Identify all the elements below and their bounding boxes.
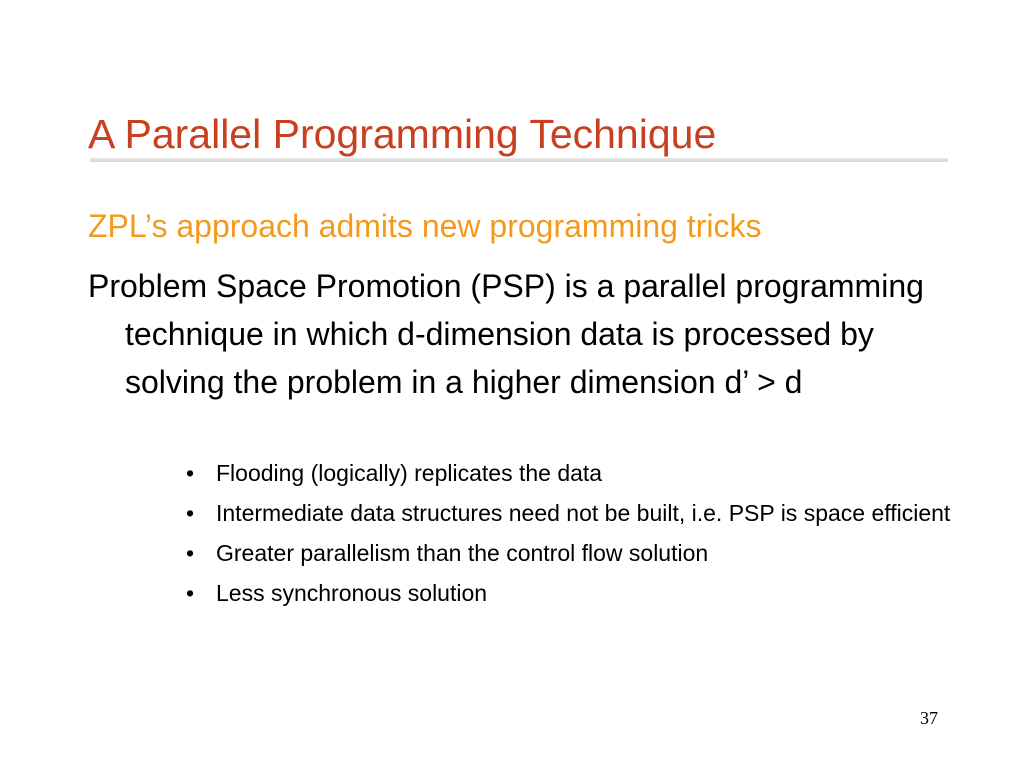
bullet-icon: • xyxy=(186,540,195,566)
body-paragraph: Problem Space Promotion (PSP) is a parallel programming technique in which d-dimension data is processed by solving the problem in a higher dimension d’ > d xyxy=(88,268,924,400)
title-divider xyxy=(90,158,948,162)
bullet-item xyxy=(186,496,956,530)
bullet-item xyxy=(186,536,956,570)
bullet-icon: • xyxy=(186,500,195,526)
bullet-list xyxy=(186,456,956,616)
bullet-text: Flooding (logically) replicates the data xyxy=(216,460,603,486)
bullet-text: Intermediate data structures need not be built, i.e. PSP is space efficient xyxy=(216,500,951,526)
bullet-item xyxy=(186,456,956,490)
page-number: 37 xyxy=(920,708,938,728)
bullet-icon: • xyxy=(186,580,195,606)
bullet-item xyxy=(186,576,956,610)
slide-subtitle: ZPL’s approach admits new programming tricks xyxy=(88,208,762,244)
bullet-text: Less synchronous solution xyxy=(216,580,488,606)
slide-title: A Parallel Programming Technique xyxy=(88,111,717,157)
bullet-icon: • xyxy=(186,460,195,486)
bullet-text: Greater parallelism than the control flow solution xyxy=(216,540,709,566)
